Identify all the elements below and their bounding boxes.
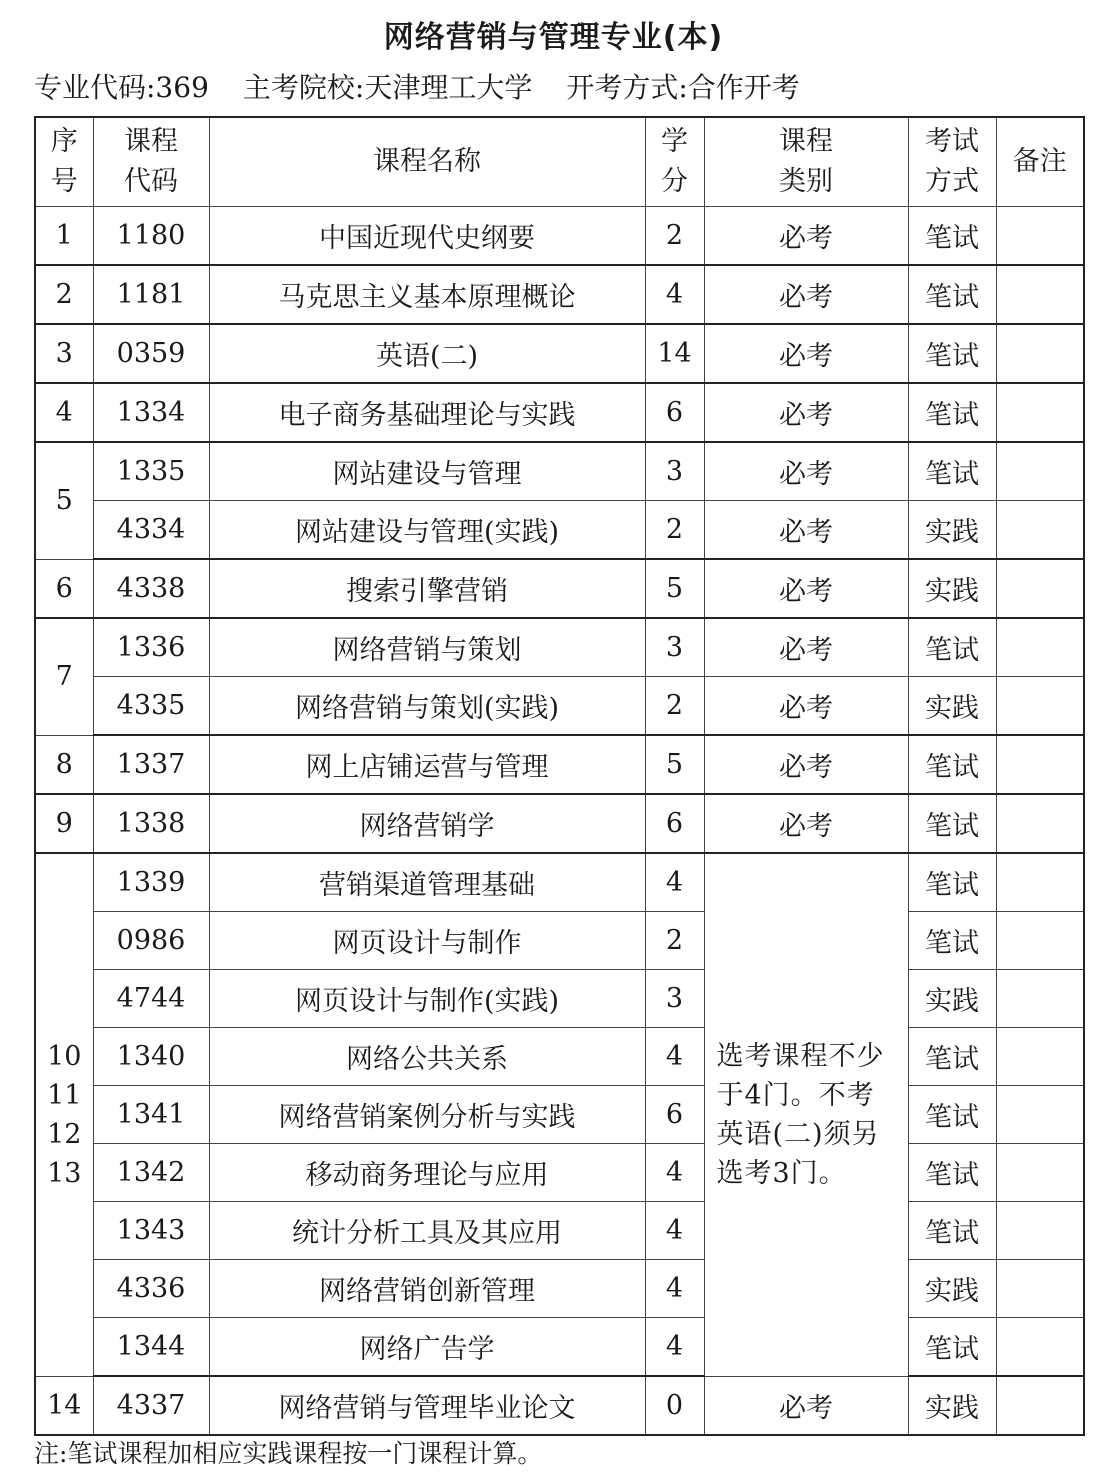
seq-number: 12 [47, 1118, 82, 1150]
cell-name: 英语(二) [209, 324, 645, 383]
cell-remark [996, 265, 1084, 324]
cell-remark [996, 501, 1084, 560]
table-row [35, 442, 1084, 501]
cell-exam: 实践 [908, 559, 996, 618]
cell-remark [996, 383, 1084, 442]
table-row [35, 207, 1084, 266]
header-seq: 序 号 [35, 117, 93, 207]
cell-exam: 笔试 [908, 735, 996, 794]
table-row [35, 677, 1084, 736]
cell-exam: 笔试 [908, 1028, 996, 1086]
cell-name: 马克思主义基本原理概论 [209, 265, 645, 324]
cell-remark [996, 912, 1084, 970]
table-row [35, 1376, 1084, 1435]
cell-code: 1336 [93, 618, 209, 677]
cell-credit: 6 [645, 1086, 704, 1144]
cell-code: 1344 [93, 1318, 209, 1377]
cell-code: 0986 [93, 912, 209, 970]
cell-name: 网络营销与策划 [209, 618, 645, 677]
cell-exam: 笔试 [908, 383, 996, 442]
table-row [35, 324, 1084, 383]
cell-remark [996, 1260, 1084, 1318]
cell-type: 必考 [704, 677, 908, 736]
cell-name: 营销渠道管理基础 [209, 853, 645, 912]
cell-code: 4338 [93, 559, 209, 618]
cell-exam: 笔试 [908, 207, 996, 266]
cell-name: 电子商务基础理论与实践 [209, 383, 645, 442]
cell-code: 4335 [93, 677, 209, 736]
cell-name: 移动商务理论与应用 [209, 1144, 645, 1202]
cell-code: 1341 [93, 1086, 209, 1144]
cell-name: 网络营销与策划(实践) [209, 677, 645, 736]
cell-code: 1338 [93, 794, 209, 853]
cell-remark [996, 794, 1084, 853]
cell-exam: 笔试 [908, 1144, 996, 1202]
table-row [35, 1144, 1084, 1202]
cell-code: 1334 [93, 383, 209, 442]
cell-code: 1343 [93, 1202, 209, 1260]
table-row [35, 912, 1084, 970]
cell-code: 1335 [93, 442, 209, 501]
cell-type: 必考 [704, 1376, 908, 1435]
cell-type: 必考 [704, 559, 908, 618]
major-code: 专业代码:369 [34, 71, 209, 104]
cell-remark [996, 1318, 1084, 1377]
cell-exam: 笔试 [908, 1202, 996, 1260]
cell-name: 网站建设与管理 [209, 442, 645, 501]
header-type: 课程 类别 [704, 117, 908, 207]
header-credit: 学 分 [645, 117, 704, 207]
cell-exam: 笔试 [908, 442, 996, 501]
cell-credit: 4 [645, 1028, 704, 1086]
header-remark: 备注 [996, 117, 1084, 207]
cell-credit: 2 [645, 912, 704, 970]
cell-remark [996, 1202, 1084, 1260]
cell-exam: 笔试 [908, 1086, 996, 1144]
cell-credit: 4 [645, 1260, 704, 1318]
cell-name: 网上店铺运营与管理 [209, 735, 645, 794]
cell-type: 必考 [704, 618, 908, 677]
cell-credit: 0 [645, 1376, 704, 1435]
cell-type: 必考 [704, 735, 908, 794]
cell-seq: 14 [35, 1376, 93, 1435]
cell-seq: 9 [35, 794, 93, 853]
cell-remark [996, 970, 1084, 1028]
cell-code: 4744 [93, 970, 209, 1028]
exam-mode: 开考方式:合作开考 [566, 71, 800, 104]
cell-credit: 3 [645, 442, 704, 501]
cell-code: 1180 [93, 207, 209, 266]
cell-credit: 5 [645, 735, 704, 794]
cell-credit: 14 [645, 324, 704, 383]
table-row [35, 265, 1084, 324]
table-row [35, 970, 1084, 1028]
cell-exam: 实践 [908, 970, 996, 1028]
cell-exam: 笔试 [908, 1318, 996, 1377]
seq-number: 10 [47, 1040, 82, 1072]
cell-seq: 8 [35, 735, 93, 794]
table-row [35, 1318, 1084, 1377]
cell-credit: 4 [645, 853, 704, 912]
cell-code: 4336 [93, 1260, 209, 1318]
cell-credit: 5 [645, 559, 704, 618]
cell-credit: 2 [645, 677, 704, 736]
cell-code: 1339 [93, 853, 209, 912]
cell-name: 网络广告学 [209, 1318, 645, 1377]
cell-code: 4337 [93, 1376, 209, 1435]
seq-number: 11 [47, 1079, 82, 1111]
cell-type: 必考 [704, 442, 908, 501]
cell-seq: 6 [35, 559, 93, 618]
cell-exam: 笔试 [908, 794, 996, 853]
cell-name: 网络营销案例分析与实践 [209, 1086, 645, 1144]
header-exam: 考试 方式 [908, 117, 996, 207]
table-row [35, 735, 1084, 794]
cell-remark [996, 442, 1084, 501]
host-school: 主考院校:天津理工大学 [242, 71, 533, 104]
cell-code: 1181 [93, 265, 209, 324]
cell-credit: 4 [645, 1144, 704, 1202]
cell-code: 0359 [93, 324, 209, 383]
cell-name: 网页设计与制作 [209, 912, 645, 970]
cell-seq: 4 [35, 383, 93, 442]
table-row [35, 794, 1084, 853]
cell-remark [996, 324, 1084, 383]
cell-credit: 3 [645, 618, 704, 677]
cell-exam: 实践 [908, 501, 996, 560]
cell-type: 必考 [704, 794, 908, 853]
table-row [35, 559, 1084, 618]
cell-exam: 实践 [908, 1260, 996, 1318]
cell-exam: 笔试 [908, 324, 996, 383]
table-row [35, 383, 1084, 442]
cell-name: 网络营销与管理毕业论文 [209, 1376, 645, 1435]
cell-exam: 笔试 [908, 265, 996, 324]
cell-remark [996, 559, 1084, 618]
cell-code: 1340 [93, 1028, 209, 1086]
cell-code: 4334 [93, 501, 209, 560]
cell-type: 必考 [704, 383, 908, 442]
table-row [35, 1260, 1084, 1318]
cell-credit: 3 [645, 970, 704, 1028]
cell-name: 网络营销创新管理 [209, 1260, 645, 1318]
cell-name: 网页设计与制作(实践) [209, 970, 645, 1028]
table-row [35, 1086, 1084, 1144]
cell-type: 必考 [704, 501, 908, 560]
cell-type: 必考 [704, 265, 908, 324]
cell-remark [996, 618, 1084, 677]
cell-name: 搜索引擎营销 [209, 559, 645, 618]
cell-code: 1337 [93, 735, 209, 794]
cell-name: 统计分析工具及其应用 [209, 1202, 645, 1260]
cell-seq [35, 853, 93, 1376]
header-code: 课程 代码 [93, 117, 209, 207]
cell-exam: 笔试 [908, 853, 996, 912]
cell-name: 网站建设与管理(实践) [209, 501, 645, 560]
elective-note: 选考课程不少于4门。不考英语(二)须另选考3门。 [704, 853, 908, 1376]
cell-seq: 2 [35, 265, 93, 324]
cell-name: 网络公共关系 [209, 1028, 645, 1086]
cell-credit: 2 [645, 207, 704, 266]
cell-code: 1342 [93, 1144, 209, 1202]
table-row [35, 853, 1084, 912]
cell-name: 中国近现代史纲要 [209, 207, 645, 266]
cell-remark [996, 853, 1084, 912]
cell-type: 必考 [704, 324, 908, 383]
cell-remark [996, 1376, 1084, 1435]
footnote: 注:笔试课程加相应实践课程按一门课程计算。 [34, 1439, 543, 1468]
page-title: 网络营销与管理专业(本) [383, 20, 724, 55]
cell-credit: 6 [645, 383, 704, 442]
cell-seq: 1 [35, 207, 93, 266]
table-row [35, 618, 1084, 677]
table-row [35, 501, 1084, 560]
cell-remark [996, 1144, 1084, 1202]
cell-seq: 3 [35, 324, 93, 383]
cell-seq: 7 [35, 618, 93, 735]
table-header-row [35, 117, 1084, 207]
cell-exam: 笔试 [908, 912, 996, 970]
cell-seq: 5 [35, 442, 93, 559]
major-info [34, 66, 800, 106]
seq-number: 13 [47, 1157, 82, 1189]
table-row [35, 1028, 1084, 1086]
cell-exam: 笔试 [908, 618, 996, 677]
cell-credit: 4 [645, 265, 704, 324]
cell-remark [996, 1028, 1084, 1086]
cell-credit: 2 [645, 501, 704, 560]
header-name: 课程名称 [209, 117, 645, 207]
cell-name: 网络营销学 [209, 794, 645, 853]
cell-credit: 4 [645, 1318, 704, 1377]
course-table [34, 116, 1085, 1436]
cell-credit: 6 [645, 794, 704, 853]
cell-exam: 实践 [908, 1376, 996, 1435]
cell-remark [996, 735, 1084, 794]
cell-remark [996, 207, 1084, 266]
table-row [35, 1202, 1084, 1260]
cell-remark [996, 677, 1084, 736]
cell-type: 必考 [704, 207, 908, 266]
cell-remark [996, 1086, 1084, 1144]
cell-credit: 4 [645, 1202, 704, 1260]
cell-exam: 实践 [908, 677, 996, 736]
